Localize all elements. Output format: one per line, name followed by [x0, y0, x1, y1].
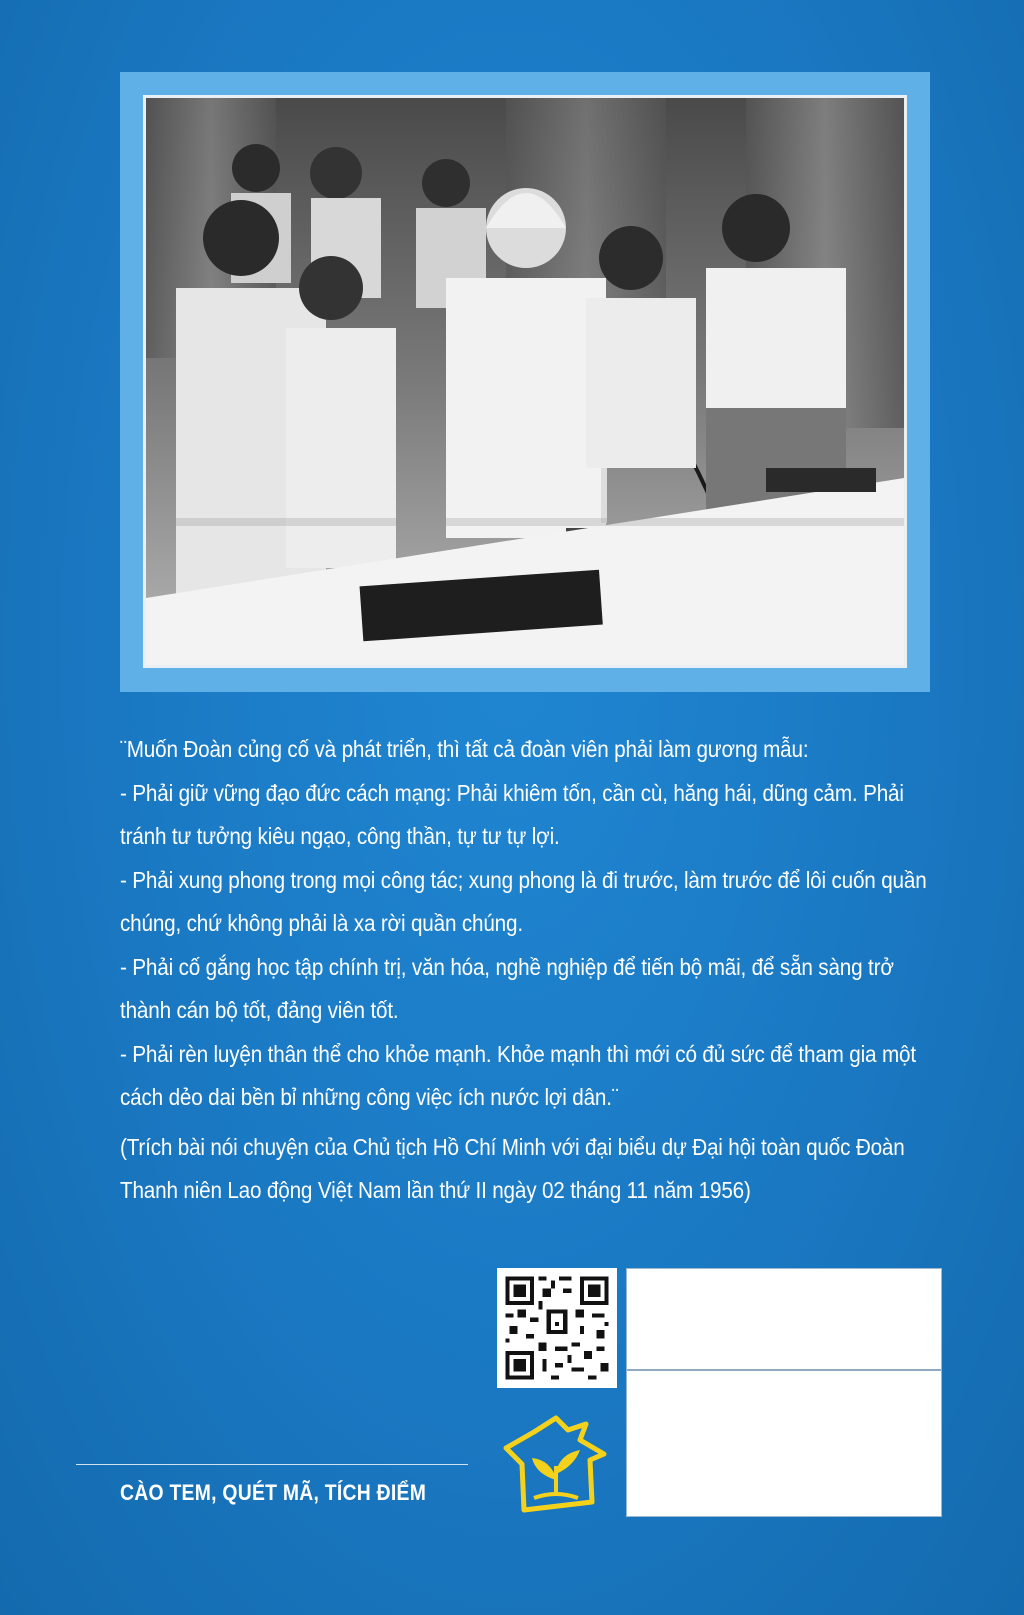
- publisher-logo-icon: [494, 1410, 614, 1518]
- divider-line: [76, 1464, 468, 1465]
- qr-code-icon[interactable]: [497, 1268, 617, 1388]
- barcode-divider: [627, 1369, 941, 1371]
- quote-intro: ¨Muốn Đoàn củng cố và phát triển, thì tất cả đoàn viên phải làm gương mẫu:: [120, 736, 809, 762]
- quote-source: (Trích bài nói chuyện của Chủ tịch Hồ Chí Minh với đại biểu dự Đại hội toàn quốc Đoàn Thanh niên Lao động Việt Nam lần thứ II ngày 02 tháng 11 năm 1956): [120, 1133, 905, 1203]
- quote-block: [120, 728, 940, 1213]
- historical-photo: [143, 95, 907, 668]
- barcode-area: [626, 1268, 942, 1517]
- stamp-scan-label: CÀO TEM, QUÉT MÃ, TÍCH ĐIỂM: [120, 1480, 427, 1505]
- quote-point-2: - Phải xung phong trong mọi công tác; xung phong là đi trước, làm trước để lôi cuốn quần chúng, chứ không phải là xa rời quần chúng.: [120, 866, 927, 936]
- quote-point-1: - Phải giữ vững đạo đức cách mạng: Phải khiêm tốn, cần cù, hăng hái, dũng cảm. Phải tránh tư tưởng kiêu ngạo, công thần, tự tư tự lợi.: [120, 779, 904, 849]
- quote-point-3: - Phải cố gắng học tập chính trị, văn hóa, nghề nghiệp để tiến bộ mãi, để sẵn sàng trở thành cán bộ tốt, đảng viên tốt.: [120, 953, 894, 1023]
- quote-point-4: - Phải rèn luyện thân thể cho khỏe mạnh. Khỏe mạnh thì mới có đủ sức để tham gia một cách dẻo dai bền bỉ những công việc ích nước lợi dân.¨: [120, 1040, 916, 1110]
